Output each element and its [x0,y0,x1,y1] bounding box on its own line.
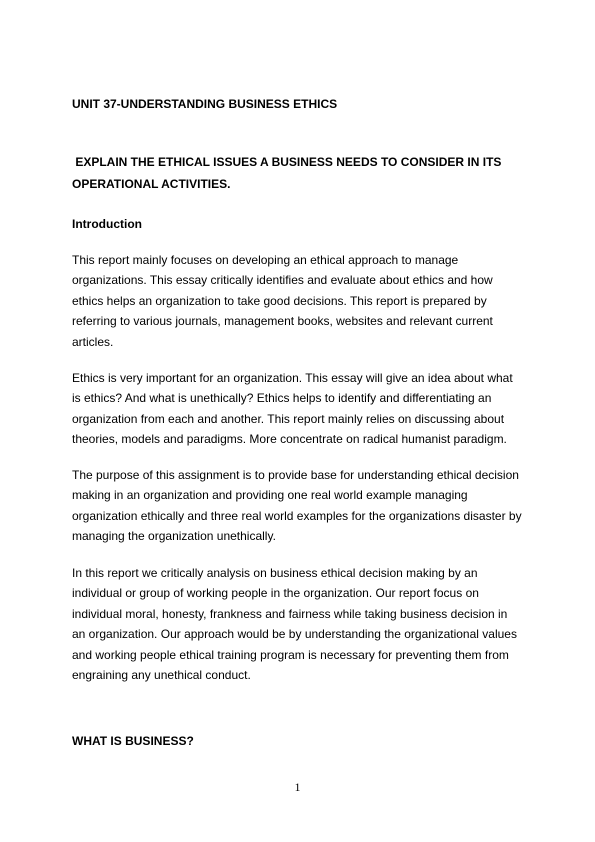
unit-title: UNIT 37-UNDERSTANDING BUSINESS ETHICS [72,97,338,111]
question-heading: EXPLAIN THE ETHICAL ISSUES A BUSINESS NEEDS TO CONSIDER IN ITS OPERATIONAL ACTIVITIES. [72,155,502,191]
paragraph-importance-of-ethics: Ethics is very important for an organization. This essay will give an idea about what is ethics? And what is unethically? Ethics helps to identify and differentiating an organization from each and another. This report mainly relies on discussing about theories, models and paradigms. More concentrate on radical humanist paradigm. [72,371,513,447]
paragraph-report-approach: In this report we critically analysis on business ethical decision making by an individual or group of working people in the organization. Our report focus on individual moral, honesty, frankness and fairness while taking business decision in an organization. Our approach would be by understanding the organizational values and working people ethical training program is necessary for preventing them from engraining any unethical conduct. [72,566,517,683]
introduction-heading: Introduction [72,217,142,231]
paragraph-assignment-purpose: The purpose of this assignment is to provide base for understanding ethical decision making in an organization and providing one real world example managing organization ethically and three real world examples for the organizations disaster by managing the organization unethically. [72,468,522,544]
page-number: 1 [294,780,301,794]
section-heading-what-is-business: WHAT IS BUSINESS? [72,734,194,748]
paragraph-purpose-of-report: This report mainly focuses on developing an ethical approach to manage organizations. This essay critically identifies and evaluate about ethics and how ethics helps an organization to take good decisions. This report is prepared by referring to various journals, management books, websites and relevant current articles. [72,253,493,349]
